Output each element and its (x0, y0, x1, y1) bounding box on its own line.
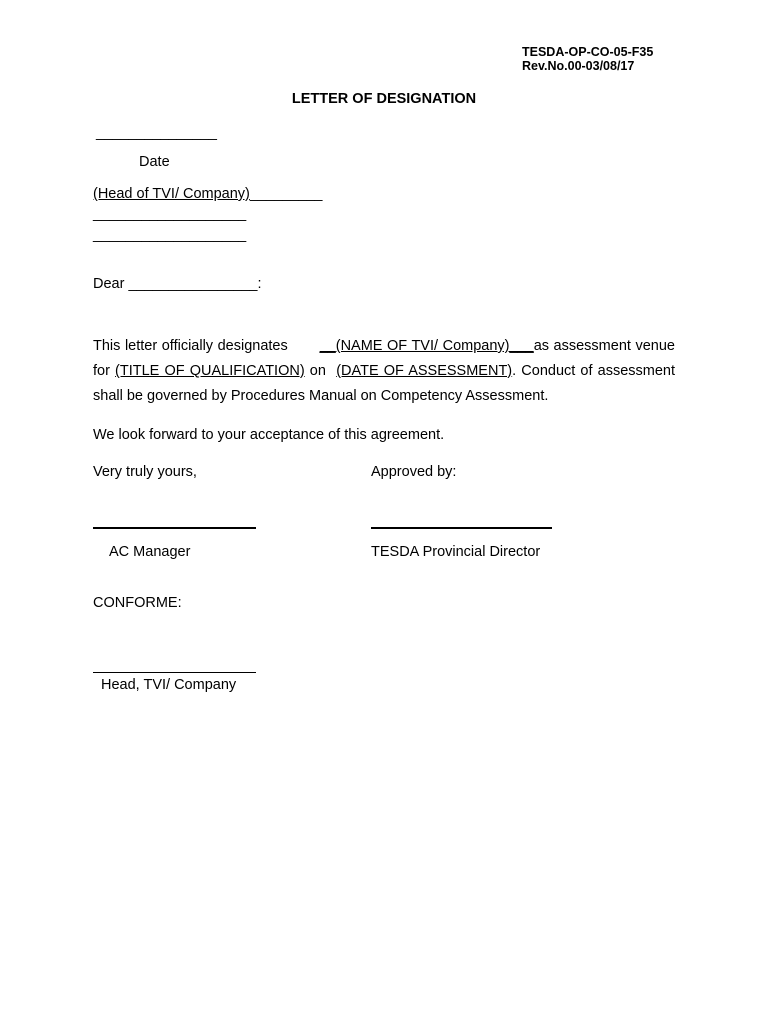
body-text-1: This letter officially designates (93, 338, 288, 354)
assessment-date-placeholder: (DATE OF ASSESSMENT) (336, 363, 513, 379)
salutation: Dear ________________: (93, 276, 262, 292)
recipient-address-line-1: ___________________ (93, 206, 247, 222)
closing-right: Approved by: (371, 464, 457, 480)
signature-line-conforme (93, 672, 256, 673)
date-blank: _______________ (96, 125, 217, 141)
recipient-head-line (93, 185, 322, 203)
recipient-head-blank: _________ (249, 186, 323, 202)
conforme-label: CONFORME: (93, 595, 182, 611)
revision-number: Rev.No.00-03/08/17 (522, 59, 635, 73)
body-text-4: . Conduct of assessment shall be governed by Procedures Manual on Competency Assessment. (93, 363, 675, 404)
date-label: Date (139, 154, 170, 170)
body-paragraph-2: We look forward to your acceptance of this agreement. (93, 427, 445, 443)
body-paragraph-1 (93, 334, 675, 409)
signatory-ac-manager: AC Manager (109, 544, 191, 560)
body-text-2: as assessment venue for (93, 338, 675, 379)
body-text-3: on (309, 363, 326, 379)
recipient-head-label: (Head of TVI/ Company) (93, 186, 250, 202)
signature-line-provincial-director (371, 527, 552, 529)
conforme-signatory: Head, TVI/ Company (101, 677, 237, 693)
form-reference (522, 45, 653, 73)
qualification-placeholder: (TITLE OF QUALIFICATION) (115, 363, 305, 379)
closing-left: Very truly yours, (93, 464, 197, 480)
document-title: LETTER OF DESIGNATION (291, 91, 477, 107)
form-code: TESDA-OP-CO-05-F35 (522, 45, 654, 59)
tvi-name-placeholder: __(NAME OF TVI/ Company)___ (319, 338, 534, 354)
signature-line-ac-manager (93, 527, 256, 529)
signatory-provincial-director: TESDA Provincial Director (371, 544, 541, 560)
recipient-address-line-2: ___________________ (93, 227, 247, 243)
